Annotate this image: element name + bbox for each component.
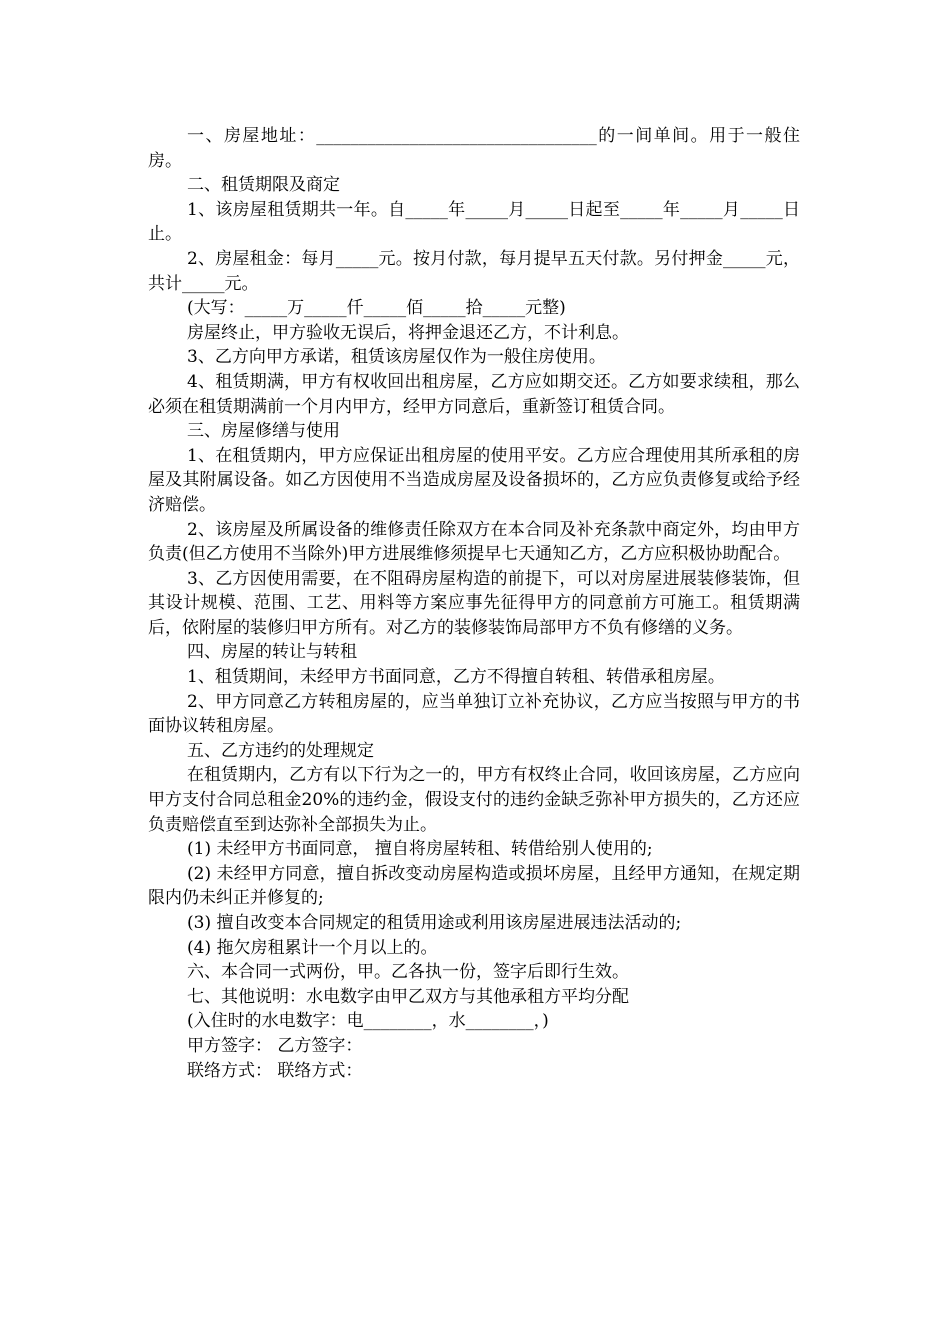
clause-usage-promise: 3、乙方向甲方承诺，租赁该房屋仅作为一般住房使用。 <box>187 347 606 368</box>
clause-copies: 六、本合同一式两份，甲。乙各执一份，签字后即行生效。 <box>187 962 629 983</box>
clause-other-notes: 七、其他说明：水电数字由甲乙双方与其他承租方平均分配 <box>187 986 629 1007</box>
clause-breach-item-3: (3) 擅自改变本合同规定的租赁用途或利用该房屋进展违法活动的; <box>187 913 682 933</box>
clause-deposit-return: 房屋终止，甲方验收无误后，将押金退还乙方，不计利息。 <box>187 322 629 343</box>
section-heading-transfer: 四、房屋的转让与转租 <box>187 642 357 663</box>
clause-meter-readings: (入住时的水电数字：电________，水________，) <box>187 1011 549 1032</box>
clause-repair-1: 1、在租赁期内，甲方应保证出租房屋的使用平安。乙方应合理使用其所承租的房屋及其附属设备。如乙方因使用不当造成房屋及设备损坏的，乙方应负责修复或给予经济赔偿。 <box>148 445 800 515</box>
clause-rent-in-words: (大写：_____万_____仟_____佰_____拾_____元整) <box>187 298 566 319</box>
clause-breach-item-2: (2) 未经甲方同意，擅自拆改变动房屋构造或损坏房屋，且经甲方通知，在规定期限内仍未纠正并修复的; <box>148 863 800 909</box>
section-heading-breach: 五、乙方违约的处理规定 <box>187 740 374 761</box>
contact-line: 联络方式： 联络方式： <box>187 1060 363 1081</box>
clause-transfer-2: 2、甲方同意乙方转租房屋的，应当单独订立补充协议，乙方应当按照与甲方的书面协议转租房屋。 <box>148 691 800 737</box>
clause-repair-3: 3、乙方因使用需要，在不阻碍房屋构造的前提下，可以对房屋进展装修装饰，但其设计规模、范围、工艺、用料等方案应事先征得甲方的同意前方可施工。租赁期满后，依附屋的装修归甲方所有。对乙方的装修装饰局部甲方不负有修缮的义务。 <box>148 568 800 638</box>
clause-breach-item-1: (1) 未经甲方书面同意， 擅自将房屋转租、转借给别人使用的; <box>187 839 653 860</box>
clause-breach-item-4: (4) 拖欠房租累计一个月以上的。 <box>187 937 438 958</box>
section-heading-repair: 三、房屋修缮与使用 <box>187 421 340 442</box>
clause-repair-2: 2、该房屋及所属设备的维修责任除双方在本合同及补充条款中商定外，均由甲方负责(但乙方使用不当除外)甲方进展维修须提早七天通知乙方，乙方应积极协助配合。 <box>148 519 800 565</box>
clause-rent: 2、房屋租金：每月_____元。按月付款，每月提早五天付款。另付押金_____元，共计_____元。 <box>148 248 800 294</box>
clause-lease-period: 1、该房屋租赁期共一年。自_____年_____月_____日起至_____年_____月_____日止。 <box>148 199 800 245</box>
clause-breach-intro: 在租赁期内，乙方有以下行为之一的，甲方有权终止合同，收回该房屋，乙方应向甲方支付合同总租金20%的违约金，假设支付的违约金缺乏弥补甲方损失的，乙方还应负责赔偿直至到达弥补全部损失为止。 <box>148 765 800 835</box>
clause-address: 一、房屋地址：_________________________________的一间单间。用于一般住房。 <box>148 126 800 171</box>
clause-lease-expiry: 4、租赁期满，甲方有权收回出租房屋，乙方应如期交还。乙方如要求续租，那么必须在租赁期满前一个月内甲方，经甲方同意后，重新签订租赁合同。 <box>148 371 800 417</box>
contract-body <box>148 124 800 1083</box>
clause-transfer-1: 1、租赁期间，未经甲方书面同意，乙方不得擅自转租、转借承租房屋。 <box>187 667 725 688</box>
section-heading-lease-term: 二、租赁期限及商定 <box>187 175 340 196</box>
signature-line: 甲方签字： 乙方签字： <box>187 1035 363 1056</box>
